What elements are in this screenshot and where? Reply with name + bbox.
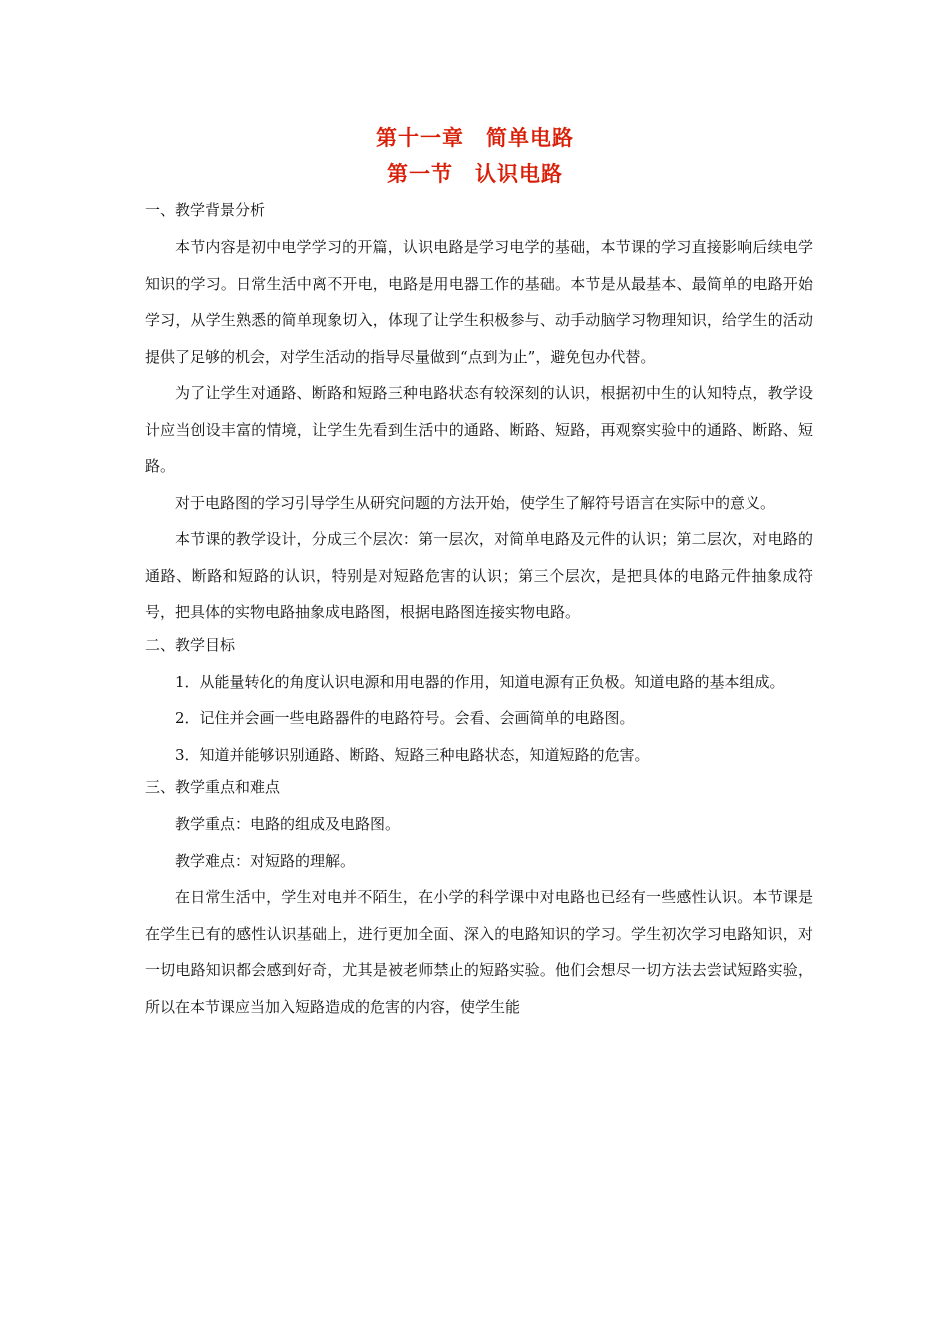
paragraph: 本节课的教学设计，分成三个层次：第一层次，对简单电路及元件的认识；第二层次，对电路的通路、断路和短路的认识，特别是对短路危害的认识；第三个层次，是把具体的电路元件抽象成符号，把具体的实物电路抽象成电路图，根据电路图连接实物电路。 [145,530,813,621]
section-title: 第一节 认识电路 [387,161,563,186]
section-heading-key-points: 三、教学重点和难点 [145,778,281,796]
difficulty-item: 教学难点：对短路的理解。 [175,851,356,870]
objective-item: 2．记住并会画一些电路器件的电路符号。会看、会画简单的电路图。 [175,709,635,727]
key-point-item: 教学重点：电路的组成及电路图。 [175,815,401,833]
section-heading-objectives: 二、教学目标 [145,635,236,654]
section-heading-background: 一、教学背景分析 [145,201,266,219]
chapter-title: 第十一章 简单电路 [376,125,574,150]
objective-item: 3．知道并能够识别通路、断路、短路三种电路状态，知道短路的危害。 [175,745,650,764]
objective-item: 1．从能量转化的角度认识电源和用电器的作用，知道电源有正负极。知道电路的基本组成。 [175,672,785,691]
paragraph: 在日常生活中，学生对电并不陌生，在小学的科学课中对电路也已经有一些感性认识。本节课是在学生已有的感性认识基础上，进行更加全面、深入的电路知识的学习。学生初次学习电路知识，对一切电路知识都会感到好奇，尤其是被老师禁止的短路实验。他们会想尽一切方法去尝试短路实验，所以在本节课应当加入短路造成的危害的内容，使学生能 [145,888,813,1016]
paragraph: 对于电路图的学习引导学生从研究问题的方法开始，使学生了解符号语言在实际中的意义。 [175,493,776,512]
paragraph: 为了让学生对通路、断路和短路三种电路状态有较深刻的认识，根据初中生的认知特点，教学设计应当创设丰富的情境，让学生先看到生活中的通路、断路、短路，再观察实验中的通路、断路、短路。 [145,384,813,475]
paragraph: 本节内容是初中电学学习的开篇，认识电路是学习电学的基础，本节课的学习直接影响后续电学知识的学习。日常生活中离不开电，电路是用电器工作的基础。本节是从最基本、最简单的电路开始学习，从学生熟悉的简单现象切入，体现了让学生积极参与、动手动脑学习物理知识，给学生的活动提供了足够的机会，对学生活动的指导尽量做到“点到为止”，避免包办代替。 [145,238,813,366]
document-body [145,198,813,1025]
